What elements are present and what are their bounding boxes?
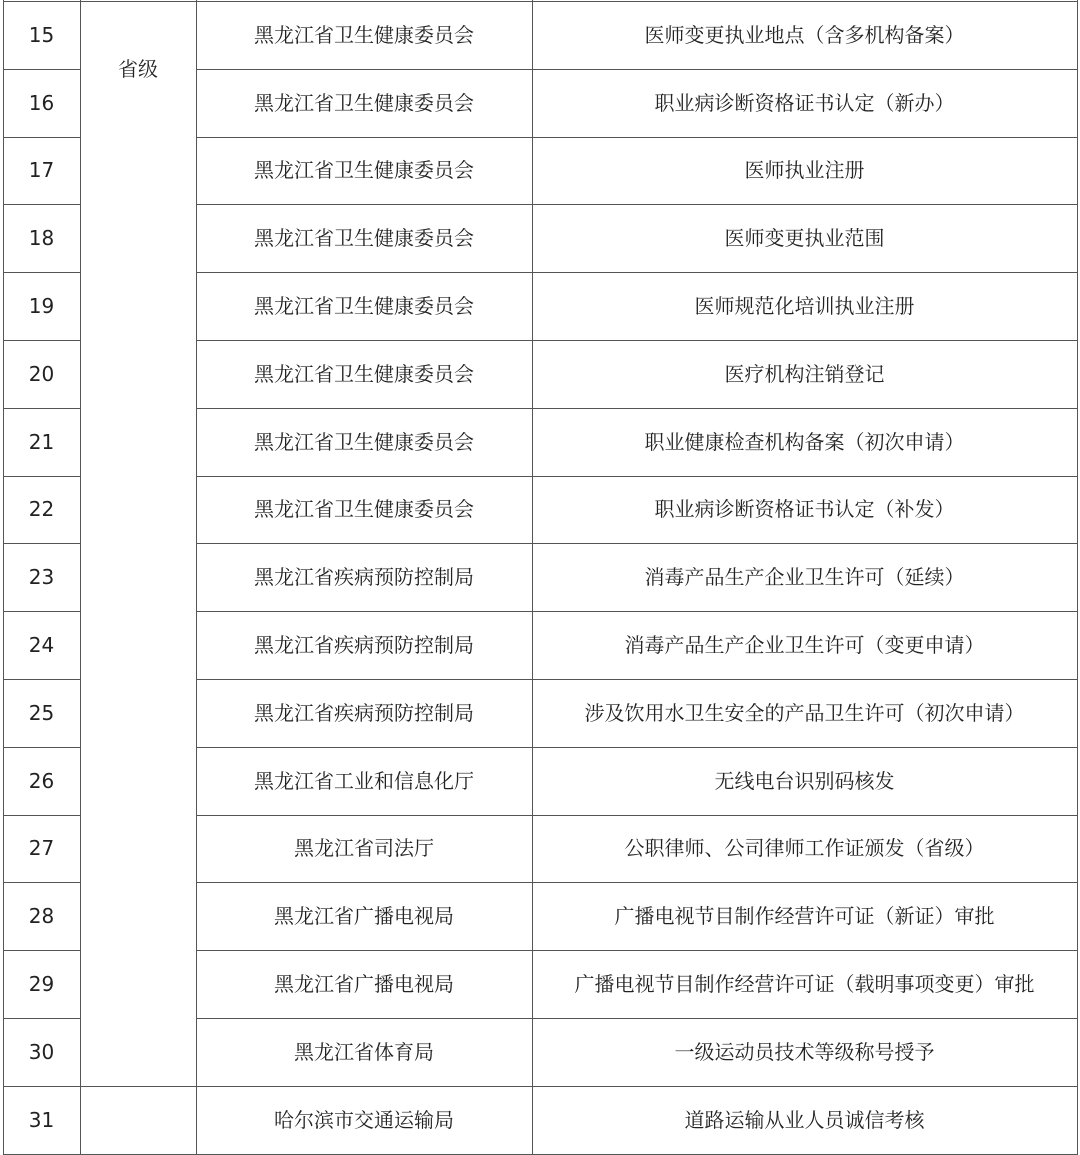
item-cell: 广播电视节目制作经营许可证（载明事项变更）审批	[574, 972, 1035, 997]
row-number: 24	[28, 633, 55, 658]
column-divider	[80, 0, 81, 1155]
item-cell: 消毒产品生产企业卫生许可（延续）	[644, 565, 965, 590]
row-number: 28	[28, 904, 55, 929]
row-number: 19	[28, 294, 55, 319]
department-cell: 黑龙江省广播电视局	[274, 904, 454, 929]
row-number: 27	[28, 836, 55, 861]
item-cell: 无线电台识别码核发	[714, 768, 895, 793]
item-cell: 医疗机构注销登记	[724, 361, 885, 386]
row-number: 30	[28, 1039, 55, 1064]
department-cell: 黑龙江省卫生健康委员会	[254, 294, 474, 319]
row-number: 29	[28, 972, 55, 997]
department-cell: 黑龙江省广播电视局	[274, 972, 454, 997]
row-divider	[80, 1086, 196, 1087]
item-cell: 医师规范化培训执业注册	[694, 294, 915, 319]
item-cell: 医师执业注册	[744, 158, 865, 183]
row-number: 16	[28, 90, 55, 115]
row-number: 15	[28, 22, 55, 47]
department-cell: 黑龙江省卫生健康委员会	[254, 90, 474, 115]
department-cell: 黑龙江省司法厅	[294, 836, 434, 861]
row-divider	[80, 1, 196, 2]
column-divider	[1077, 0, 1078, 1155]
row-number: 26	[28, 768, 55, 793]
department-cell: 黑龙江省卫生健康委员会	[254, 361, 474, 386]
department-cell: 黑龙江省疾病预防控制局	[254, 633, 474, 658]
department-cell: 黑龙江省工业和信息化厅	[254, 768, 474, 793]
item-cell: 医师变更执业地点（含多机构备案）	[644, 22, 965, 47]
row-number: 22	[28, 497, 55, 522]
item-cell: 职业病诊断资格证书认定（补发）	[654, 497, 955, 522]
level-label: 省级	[118, 57, 158, 81]
department-cell: 黑龙江省卫生健康委员会	[254, 22, 474, 47]
department-cell: 黑龙江省卫生健康委员会	[254, 497, 474, 522]
item-cell: 道路运输从业人员诚信考核	[684, 1107, 925, 1132]
department-cell: 黑龙江省疾病预防控制局	[254, 565, 474, 590]
department-cell: 黑龙江省体育局	[294, 1039, 434, 1064]
row-number: 18	[28, 226, 55, 251]
item-cell: 一级运动员技术等级称号授予	[674, 1039, 935, 1064]
department-cell: 哈尔滨市交通运输局	[274, 1107, 454, 1132]
department-cell: 黑龙江省卫生健康委员会	[254, 226, 474, 251]
item-cell: 涉及饮用水卫生安全的产品卫生许可（初次申请）	[584, 700, 1025, 725]
item-cell: 消毒产品生产企业卫生许可（变更申请）	[624, 633, 985, 658]
department-cell: 黑龙江省卫生健康委员会	[254, 158, 474, 183]
row-number: 17	[28, 158, 55, 183]
item-cell: 广播电视节目制作经营许可证（新证）审批	[614, 904, 995, 929]
row-number: 20	[28, 361, 55, 386]
row-number: 25	[28, 700, 55, 725]
department-cell: 黑龙江省卫生健康委员会	[254, 429, 474, 454]
item-cell: 职业病诊断资格证书认定（新办）	[654, 90, 955, 115]
department-cell: 黑龙江省疾病预防控制局	[254, 700, 474, 725]
item-cell: 公职律师、公司律师工作证颁发（省级）	[624, 836, 985, 861]
row-number: 21	[28, 429, 55, 454]
item-cell: 职业健康检查机构备案（初次申请）	[644, 429, 965, 454]
row-number: 31	[28, 1107, 55, 1132]
item-cell: 医师变更执业范围	[724, 226, 885, 251]
row-number: 23	[28, 565, 55, 590]
